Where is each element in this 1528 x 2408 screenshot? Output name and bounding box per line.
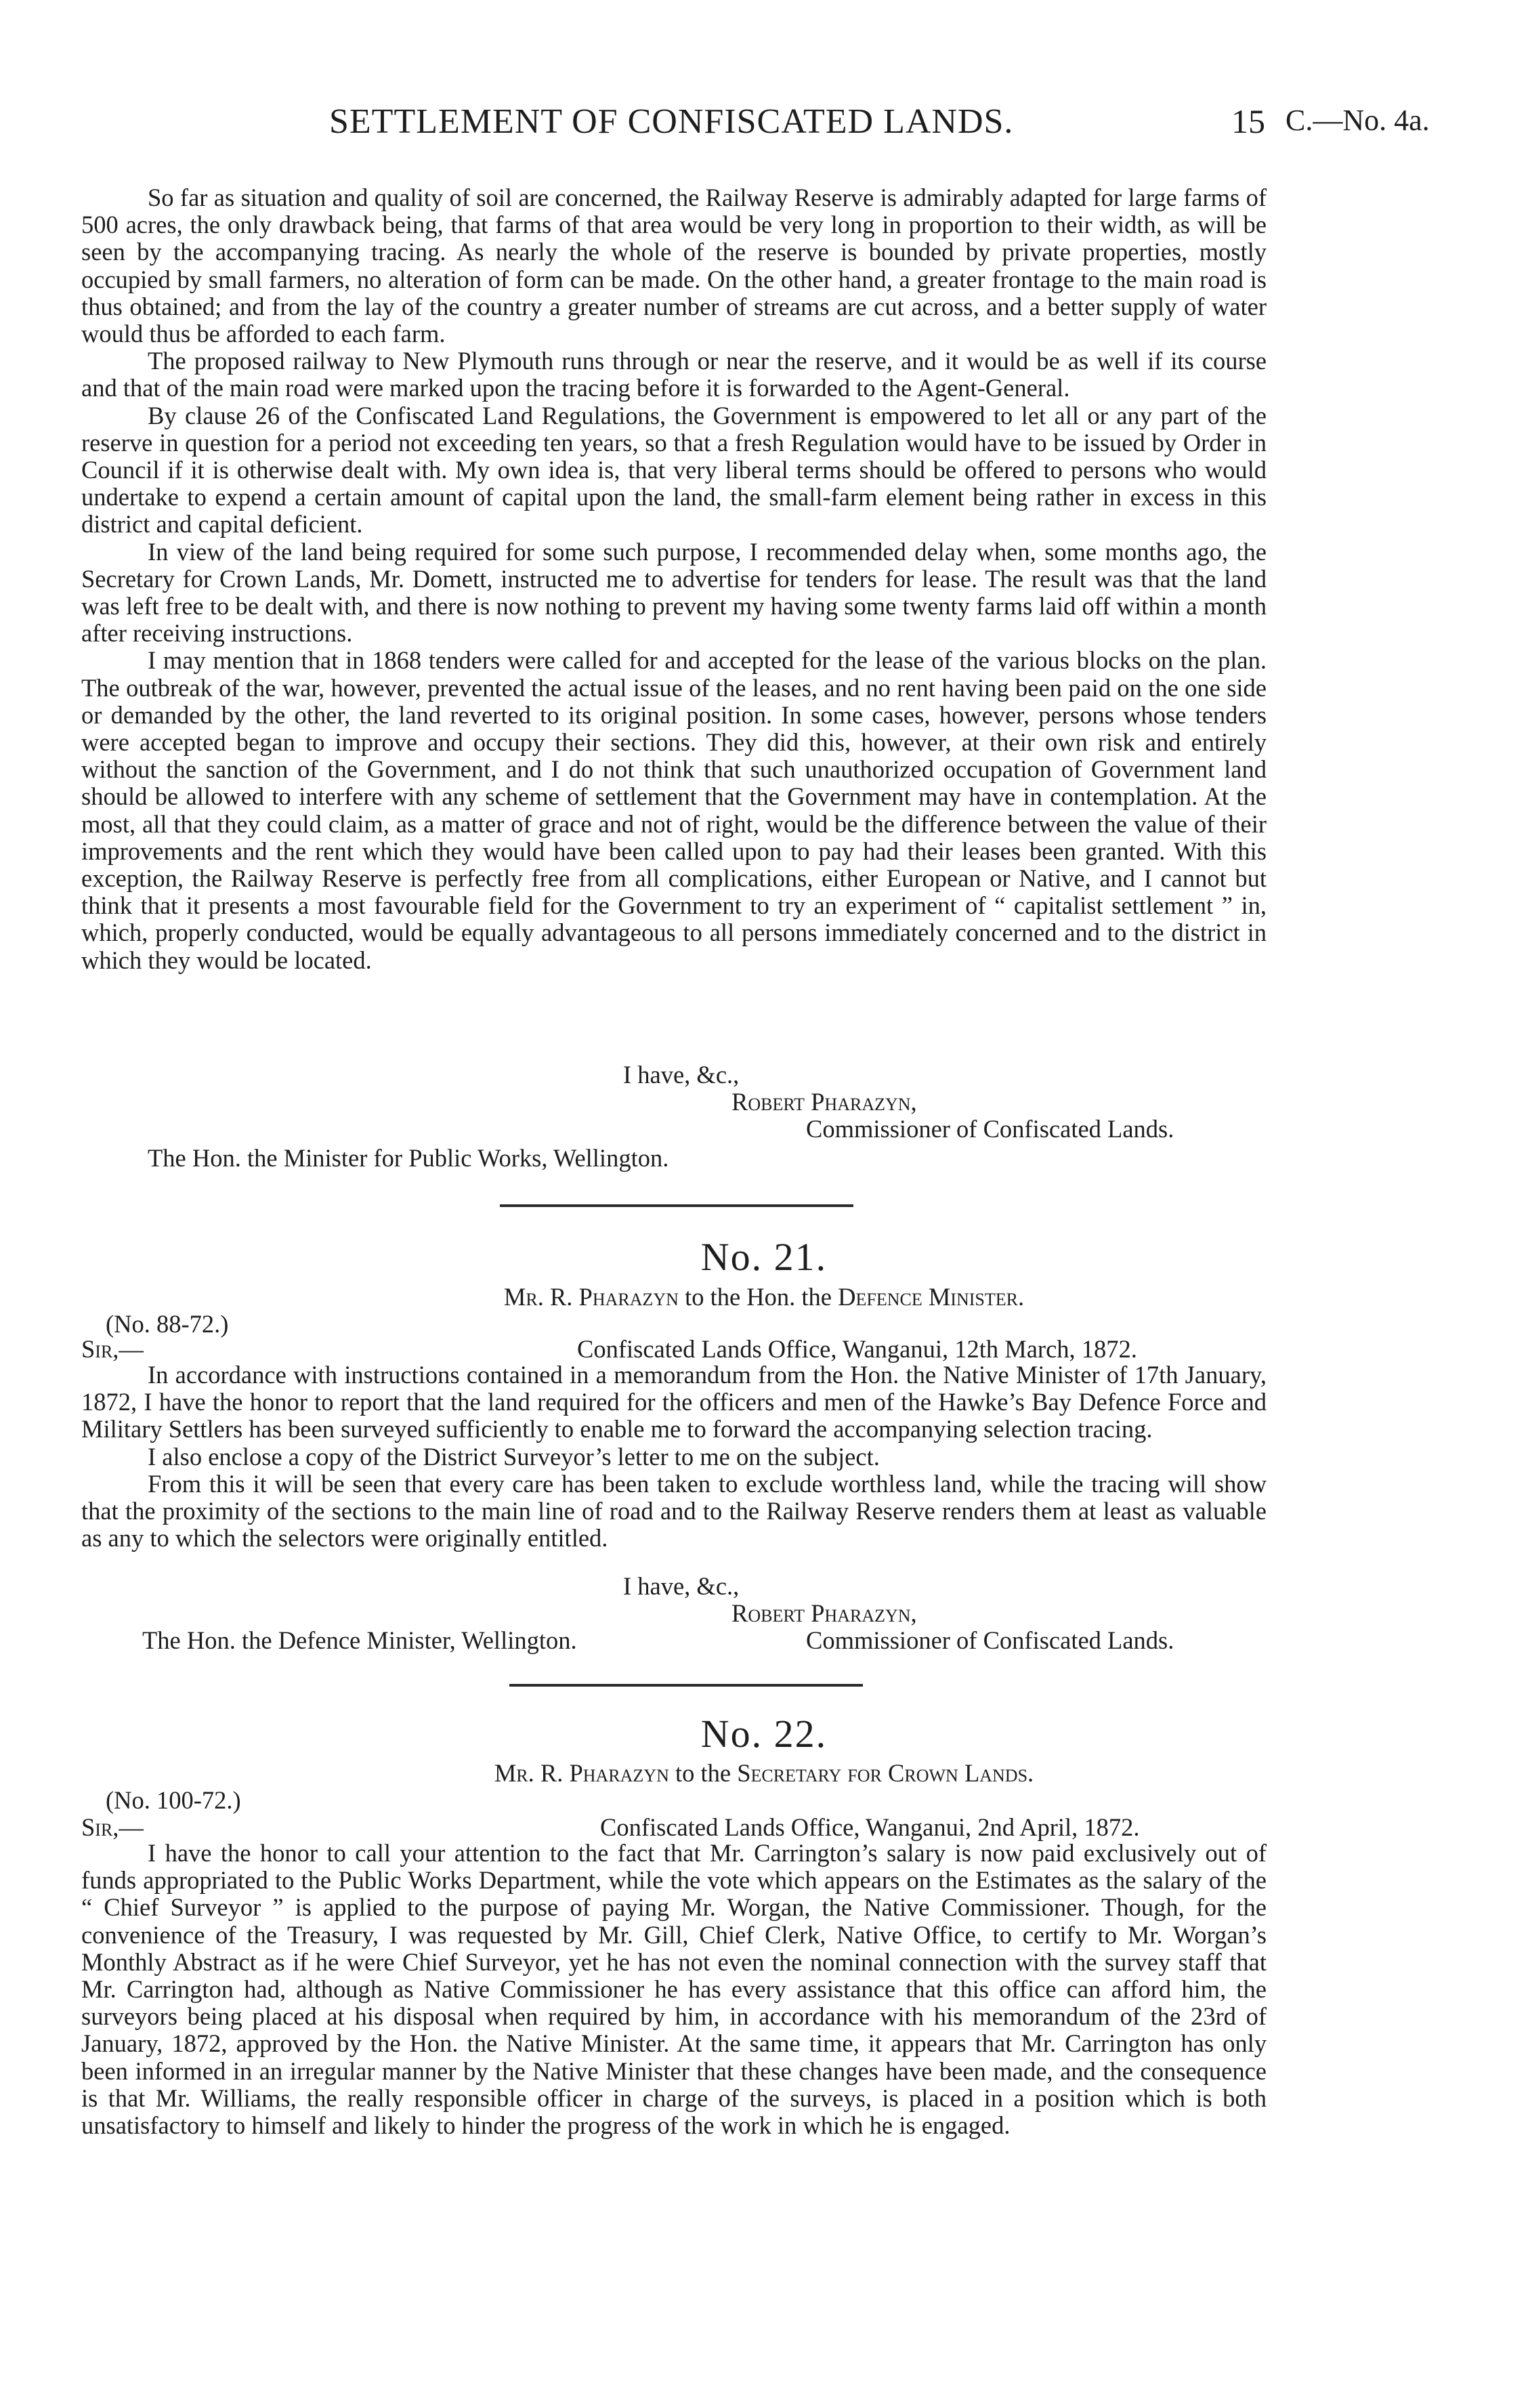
paragraph: From this it will be seen that every care has been taken to exclude worthless land, while the tracing will show that the proximity of the sections to the main line of road and to the Railway Reserve renders them at least as valuable as any to which the selectors were originally entitled. <box>81 1469 1267 1552</box>
letter-21-body <box>81 1361 1267 1552</box>
letter-20-body <box>81 184 1267 974</box>
heading-to-prefix: to the <box>675 1759 731 1787</box>
place-date: Confiscated Lands Office, Wanganui, 2nd April, 1872. <box>600 1813 1140 1841</box>
document-number: No. 21. <box>700 1235 828 1279</box>
letter-22-body <box>81 1840 1267 2139</box>
page-header <box>0 102 1528 149</box>
letter-heading <box>0 1282 1528 1311</box>
heading-from: Mr. R. Pharazyn <box>494 1759 669 1787</box>
closing: I have, &c., <box>623 1572 740 1600</box>
addressee: The Hon. the Defence Minister, Wellington. <box>142 1626 577 1654</box>
heading-from: Mr. R. Pharazyn <box>503 1283 679 1311</box>
signature: Robert Pharazyn, <box>731 1088 917 1116</box>
place-date: Confiscated Lands Office, Wanganui, 12th March, 1872. <box>577 1335 1137 1363</box>
paragraph: In accordance with instructions contained in a memorandum from the Hon. the Native Minister of 17th January, 1872, I have the honor to report that the land required for the officers and men of the Hawke’s Bay Defence Force and Military Settlers has been surveyed sufficiently to enable me to forward the accompanying selection tracing. <box>81 1361 1267 1443</box>
heading-to-prefix: to the Hon. the <box>685 1283 832 1311</box>
paragraph: So far as situation and quality of soil are concerned, the Railway Reserve is admirably adapted for large farms of 500 acres, the only drawback being, that farms of that area would be very long in proportion to their width, as will be seen by the accompanying tracing. As nearly the whole of the reserve is bounded by private properties, mostly occupied by small farmers, no alteration of form can be made. On the other hand, a greater frontage to the main road is thus obtained; and from the lay of the country a greater number of streams are cut across, and a better supply of water would thus be afforded to each farm. <box>81 184 1267 348</box>
file-reference: (No. 100-72.) <box>106 1786 241 1814</box>
addressee: The Hon. the Minister for Public Works, Wellington. <box>148 1144 669 1172</box>
page-number: 15 <box>1231 102 1265 140</box>
paragraph: I may mention that in 1868 tenders were called for and accepted for the lease of the various blocks on the plan. The outbreak of the war, however, prevented the actual issue of the leases, and no rent having been paid on the one side or demanded by the other, the land reverted to its original position. In some cases, however, persons whose tenders were accepted began to improve and occupy their sections. They did this, however, at their own risk and entirely without the sanction of the Government, and I do not think that such unauthorized occupation of Government land should be allowed to interfere with any scheme of settlement that the Government may have in contemplation. At the most, all that they could claim, as a matter of grace and not of right, would be the difference between the value of their improvements and the rent which they would have been called upon to pay had their leases been granted. With this exception, the Railway Reserve is perfectly free from all complications, either European or Native, and I cannot but think that it presents a most favourable field for the Government to try an experiment of “ capitalist settlement ” in, which, properly conducted, would be equally advantageous to all persons immediately concerned and to the district in which they would be located. <box>81 646 1267 974</box>
file-reference: (No. 88-72.) <box>106 1310 229 1338</box>
salutation: Sir,— <box>81 1335 144 1363</box>
salutation: Sir,— <box>81 1813 144 1841</box>
letter-heading <box>0 1758 1528 1788</box>
closing: I have, &c., <box>623 1061 740 1089</box>
signer-title: Commissioner of Confiscated Lands. <box>806 1626 1174 1654</box>
paragraph: In view of the land being required for some such purpose, I recommended delay when, some months ago, the Secretary for Crown Lands, Mr. Domett, instructed me to advertise for tenders for lease. The result was that the land was left free to be dealt with, and there is now nothing to prevent my having some twenty farms laid off within a month after receiving instructions. <box>81 537 1267 648</box>
paragraph: The proposed railway to New Plymouth runs through or near the reserve, and it would be as well if its course and that of the main road were marked upon the tracing before it is forwarded to the Agent-General. <box>81 347 1267 402</box>
signature: Robert Pharazyn, <box>731 1599 917 1627</box>
paragraph: By clause 26 of the Confiscated Land Regulations, the Government is empowered to let all or any part of the reserve in question for a period not exceeding ten years, so that a fresh Regulation would have to be issued by Order in Council if it is otherwise dealt with. My own idea is, that very liberal terms should be offered to persons who would undertake to expend a certain amount of capital upon the land, the small-farm element being rather in excess in this district and capital deficient. <box>81 401 1267 538</box>
heading-to: Secretary for Crown Lands. <box>737 1759 1034 1787</box>
paragraph: I have the honor to call your attention to the fact that Mr. Carrington’s salary is now paid exclusively out of funds appropriated to the Public Works Department, while the vote which appears on the Estimates as the salary of the “ Chief Surveyor ” is applied to the purpose of paying Mr. Worgan, the Native Commissioner. Though, for the convenience of the Treasury, I was requested by Mr. Gill, Chief Clerk, Native Office, to certify to Mr. Worgan’s Monthly Abstract as if he were Chief Surveyor, yet he has not even the nominal connection with the survey staff that Mr. Carrington had, although as Native Commissioner he has every assistance that this office can afford him, the surveyors being placed at his disposal when required by him, in accordance with his memorandum of the 23rd of January, 1872, approved by the Hon. the Native Minister. At the same time, it appears that Mr. Carrington has only been informed in an irregular manner by the Native Minister that these changes have been made, and the consequence is that Mr. Williams, the really responsible officer in charge of the surveys, is placed in a position which is both unsatisfactory to himself and likely to hinder the progress of the work in which he is engaged. <box>81 1839 1267 2140</box>
paper-reference: C.—No. 4a. <box>1286 104 1430 137</box>
paragraph: I also enclose a copy of the District Surveyor’s letter to me on the subject. <box>148 1442 880 1471</box>
document-number: No. 22. <box>700 1712 828 1756</box>
running-title: SETTLEMENT OF CONFISCATED LANDS. <box>329 102 1014 141</box>
signer-title: Commissioner of Confiscated Lands. <box>806 1115 1174 1143</box>
heading-to: Defence Minister. <box>838 1283 1025 1311</box>
section-divider <box>509 1684 863 1687</box>
section-divider <box>500 1204 853 1207</box>
